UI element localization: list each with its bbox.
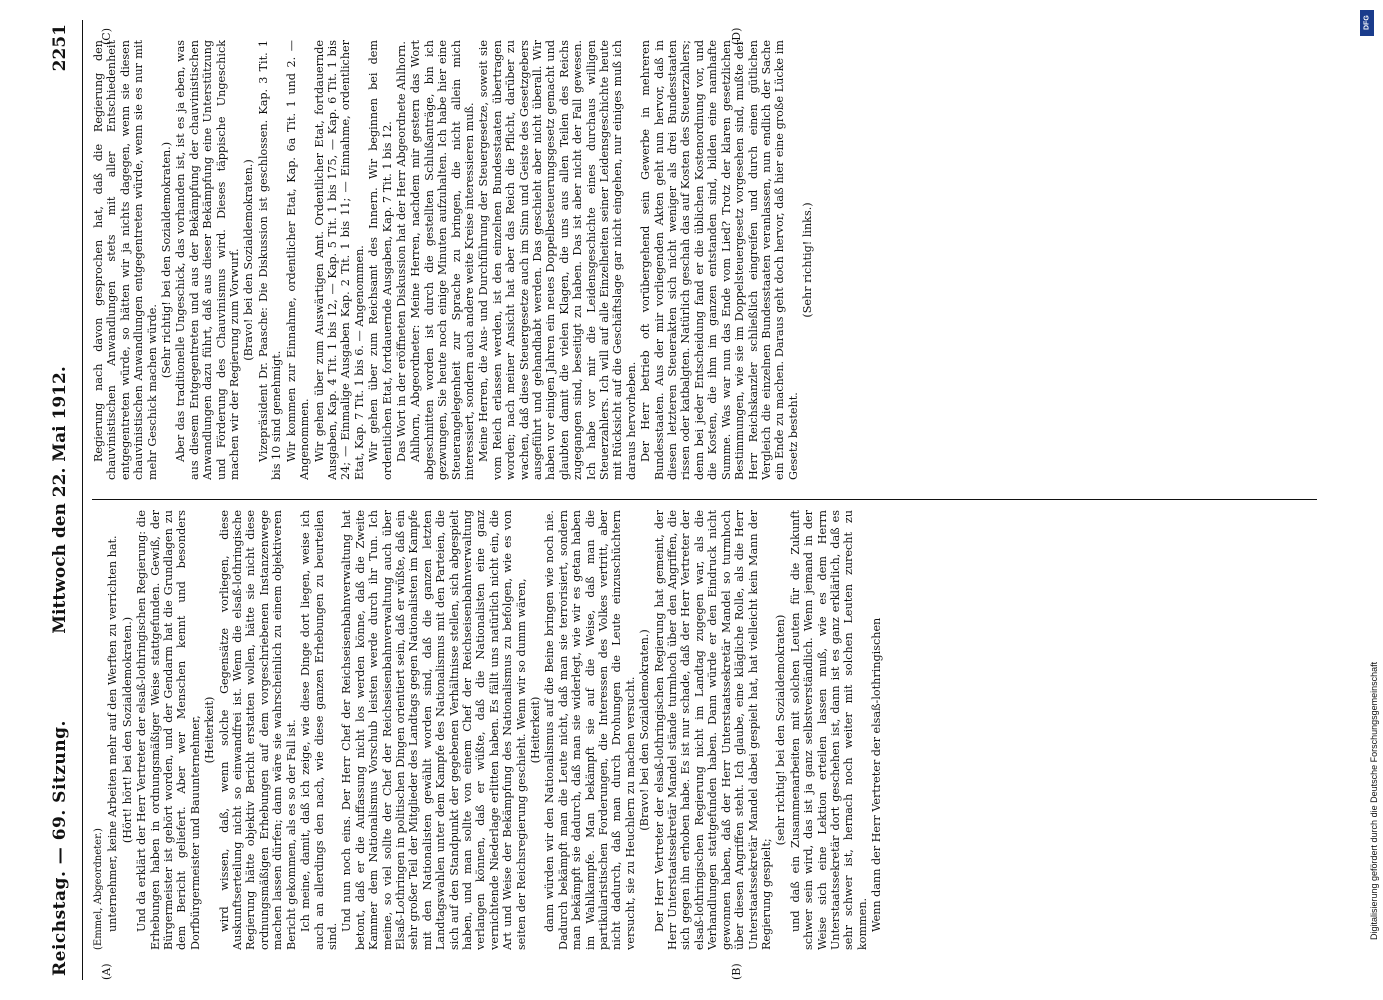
paragraph: Meine Herren, die Aus- und Durchführung der Steuergesetze, soweit sie vom Reich erlassen werden, ist den einzelnen Bundesstaaten übertragen worden; nach meiner Ansicht hat aber das Reich die Pflicht, darüber zu wachen, daß diese Steuergesetze auch im Sinn und Geiste des Gesetzgebers ausgeführt und gehandhabt werden. Das geschieht aber nicht überall. Wir haben vor einigen Jahren ein neues Doppelbesteuerungsgesetz gemacht und glaubten damit die vielen Klagen, die uns aus allen Teilen des Reichs zugegangen sind, beseitigt zu haben. Das ist aber nicht der Fall gewesen. Ich habe vor mir die Leidensgeschichte eines durchaus willigen Steuerzahlers. Ich will auf alle Einzelheiten seiner Leidensgeschichte heute mit Rücksicht auf die Geschäftslage gar nicht eingehen, nur einiges muß ich daraus hervorheben. (477, 40, 638, 480)
header-session: Reichstag. — 69. Sitzung. (50, 720, 70, 976)
paragraph: Aber das traditionelle Ungeschick, das vorhanden ist, ist es ja eben, was aus diesem Entgegentreten und aus der Bekämpfung der chauvinistischen Anwandlungen dazu führt, daß aus dieser Bekämpfung eine Unterstützung und Förderung des Chauvinismus wird. Dieses täppische Ungeschick machen wir der Regierung zum Vorwurf. (174, 40, 242, 480)
margin-marker-c: (C) (100, 28, 113, 45)
side-note (1355, 40, 1379, 980)
margin-marker-a: (A) (100, 963, 113, 980)
rotated-page (40, 20, 1330, 980)
paragraph: Ich meine, damit, daß ich zeige, wie diese Dinge dort liegen, weise ich auch an allerdings den nach, wie diese ganzen Erhebungen zu beurteilen sind. (299, 510, 339, 950)
interjection: (Sehr richtig! links.) (801, 202, 815, 318)
interjection: (Hört! hört! bei den Sozialdemokraten.) (120, 616, 134, 844)
interjection: (Sehr richtig! bei den Sozialdemokraten.) (160, 141, 174, 379)
paragraph: Der Herr betrieb oft vorübergehend sein Gewerbe in mehreren Bundesstaaten. Aus der mir vorliegenden Akten geht nun hervor, daß in diesen letzteren Steuerakten sich nicht weniger als drei Bundesstaaten rissen oder katbalgten. Natürlich geschah das auf Kosten des Steuerzahlers; denn bei jeder Entscheidung fand er die üblichen Kostenordnung vor, und die Kosten, die ihm im ganzen entstanden sind, bilden eine namhafte Summe. Was war nun das Ende vom Lied? Trotz der klaren gesetzlichen Bestimmungen, wie sie im Doppelsteuergesetz vorgesehen sind, mußte der Herr Reichskanzler schließlich eingreifen und durch einen gütlichen Vergleich die einzelnen Bundesstaaten veranlassen, nun endlich der Sache ein Ende zu machen. Daraus geht doch hervor, daß hier eine große Lücke im Gesetz besteht. (639, 40, 800, 480)
paragraph: Der Herr Vertreter der elsaß-lothringischen Regierung hat gemeint, der Herr Unterstaatssekretär Mandel stände turmhoch über den Angriffen, die sich gegen ihn erhoben habe. Es ist nur schade, daß der Herr Vertreter der elsaß-lothringischen Regierung nicht im Landtag zugegen war, als die Verhandlungen stattgefunden haben. Dann würde er den Eindruck nicht gewonnen haben, daß der Herr Unterstaatssekretär Mandel so turmhoch über diesen Angriffen steht. Ich glaube, eine klägliche Rolle, als die Herr Unterstaatssekretär Mandel dabei gespielt hat, hat vielleicht kein Mann der Regierung gespielt; (652, 510, 773, 950)
interjection: (Bravo! bei den Sozialdemokraten.) (638, 629, 652, 831)
paragraph: Und nun noch eins. Der Herr Chef der Reichseisenbahnverwaltung hat betont, daß er die Auffassung nicht los werden könne, daß die Zweite Kammer dem Nationalismus Vorschub leisten werde durch ihr Tun. Ich meine, so viel sollte der Chef der Reichseisenbahnverwaltung auch über Elsaß-Lothringen in politischen Dingen orientiert sein, daß er wüßte, daß ein sehr großer Teil der Mitglieder des Landtags gegen Nationalisten im Kampfe mit den Nationalisten gewählt worden sind, daß die ganzen letzten Landtagswahlen unter dem Kampfe des Nationalismus mit den Parteien, die sich auf den Standpunkt der gegebenen Verhältnisse stellen, sich abgespielt haben, und man sollte von einem Chef der Reichseisenbahnverwaltung verlangen können, daß er wüßte, daß die Nationalisten eine ganz vernichtende Niederlage erlitten haben. Es fällt uns natürlich nicht ein, die Art und Weise der Bekämpfung des Nationalismus zu befolgen, wie es von seiten der Reichsregierung geschieht. Wenn wir so dumm wären, (340, 510, 528, 950)
left-text-column (92, 510, 1317, 950)
paragraph: (Emmel, Abgeordneter.) (93, 828, 104, 950)
interjection: (Bravo! bei den Sozialdemokraten.) (242, 159, 256, 361)
header-page-number: 2251 (50, 24, 70, 72)
margin-marker-d: (D) (730, 27, 743, 45)
right-text-column (92, 40, 1317, 480)
paragraph: Wir kommen zur Einnahme, ordentlicher Etat, Kap. 6a Tit. 1 und 2. — Angenommen. (284, 40, 312, 480)
paragraph: Wenn dann der Herr Vertreter der elsaß-lothringischen (870, 617, 884, 932)
paragraph: Das Wort in der eröffneten Diskussion hat der Herr Abgeordnete Ahlhorn. (394, 41, 408, 462)
paragraph: Regierung nach davon gesprochen hat, daß die Regierung den chauvinistischen Anwandlungen stets mit aller Entschiedenheit entgegentreten würde, so hätten wir ja nichts dagegen, wenn sie diesen chauvinistischen Anwandlungen entgegentreten würde, wenn sie es nur mit mehr Geschick machen würde. (92, 40, 159, 480)
header-date: Mittwoch den 22. Mai 1912. (50, 366, 70, 634)
digitization-note: Digitalisierung gefördert durch die Deutsche Forschungsgemeinschaft (1369, 661, 1379, 940)
paragraph: Wir gehen über zum Reichsamt des Innern. Wir beginnen bei dem ordentlichen Etat, fortdauernde Ausgaben, Kap. 7 Tit. 1 bis 12. (367, 40, 394, 480)
interjection: (Heiterkeit) (529, 696, 542, 764)
interjection: (Heiterkeit) (203, 696, 217, 764)
margin-marker-b: (B) (730, 963, 743, 980)
paragraph: wird wissen, daß, wenn solche Gegensätze vorliegen, diese Auskunftserteilung nicht so einwandfrei ist. Wenn die elsaß-lothringische Regierung hätte objektiv Bericht erstatten wollen, hätte sie nicht diese ordnungsmäßigen Erhebungen auf dem vorgeschriebenen Instanzenwege machen lassen dürfen; dann wäre sie wahrscheinlich zu einem objektiveren Bericht gekommen, als es so der Fall ist. (217, 510, 298, 950)
paragraph: unternehmer, keine Arbeiten mehr auf den Werften zu verrichten hat. (106, 535, 120, 932)
dfg-logo: DFG (1360, 10, 1374, 36)
column-divider (92, 499, 1317, 500)
paragraph: Wir gehen über zum Auswärtigen Amt. Ordentlicher Etat, fortdauernde Ausgaben, Kap. 4 Tit. 1 bis 12, — Kap. 5 Tit. 1 bis 175, — Kap. 6 Tit. 1 bis 24; — Einmalige Ausgaben Kap. 2 Tit. 1 bis 11; — Einnahme, ordentlicher Etat, Kap. 7 Tit. 1 bis 6. — Angenommen. (312, 40, 366, 480)
page-header (40, 20, 83, 980)
paragraph: Ahlhorn, Abgeordneter: Meine Herren, nachdem mir gestern das Wort abgeschnitten worden ist durch die gestellten Schlußanträge, bin ich gezwungen, Sie heute noch einige Minuten aufzuhalten. Ich habe hier eine Steuerangelegenheit zur Sprache zu bringen, die nicht allein mich interessiert, sondern auch andere weite Kreise interessieren muß. (409, 40, 476, 480)
paragraph: dann würden wir den Nationalismus auf die Beine bringen wie noch nie. Dadurch bekämpft man die Leute nicht, daß man sie terrorisiert, sondern man bekämpft sie dadurch, daß man sie widerlegt, wie wir es getan haben im Wahlkampfe. Man bekämpft sie auf die Weise, daß man die partikularistischen Forderungen, die Interessen des Volkes vertritt, aber nicht dadurch, daß man durch Drohungen die Leute einzuschüchtern versucht, sie zu Heuchlern zu machen versucht. (543, 510, 637, 950)
paragraph: Und da erklärt der Herr Vertreter der elsaß-lothringischen Regierung: die Erhebungen haben in ordnungsmäßiger Weise stattgefunden. Gewiß, der Bürgermeister ist gehört worden, und der Gendarm hat die Grundlagen zu dem Bericht geliefert. Aber wer Menschen kennt und besonders Dorfbürgermeister und Bauunternehmer, (135, 510, 202, 950)
paragraph: Vizepräsident Dr. Paasche: Die Diskussion ist geschlossen. Kap. 3 Tit. 1 bis 10 sind genehmigt. (256, 40, 284, 480)
paragraph: und daß ein Zusammenarbeiten mit solchen Leuten für die Zukunft schwer sein wird, das ist ja ganz selbstverständlich. Wenn jemand in der Weise sich eine Lektion erteilen lassen muß, wie es dem Herrn Unterstaatssekretär dort geschehen ist, dann ist es ganz erklärlich, daß es sehr schwer ist, hernach noch weiter mit solchen Leuten zurecht zu kommen. (788, 510, 869, 950)
interjection: (sehr richtig! bei den Sozialdemokraten) (774, 614, 788, 846)
